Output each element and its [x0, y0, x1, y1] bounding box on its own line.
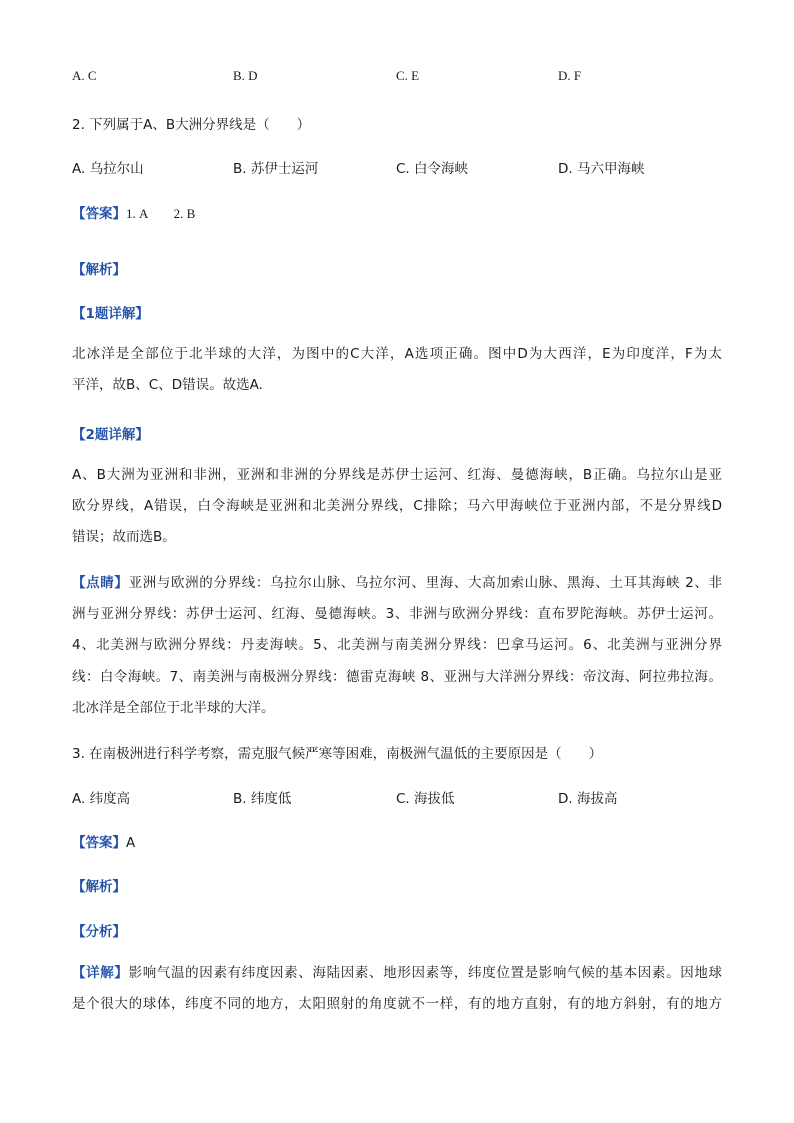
q2-option-b: B. 苏伊士运河 — [233, 161, 319, 177]
detail-3-line: 是个很大的球体，纬度不同的地方，太阳照射的角度就不一样，有的地方直射，有的地方斜射，有的地方 — [72, 996, 722, 1013]
answer-label: 【答案】 — [72, 206, 126, 222]
q3-option-a: A. 纬度高 — [72, 791, 131, 807]
analysis-sub-label: 【分析】 — [72, 924, 126, 940]
detail-1-line: 北冰洋是全部位于北半球的大洋，为图中的C大洋，A选项正确。图中D为大西洋，E为印度洋，F为太 — [72, 346, 722, 362]
pointing-line-first — [72, 568, 722, 599]
detail-2-line: 欧分界线，A错误，白令海峡是亚洲和北美洲分界线，C排除；马六甲海峡位于亚洲内部，不是分界线D — [72, 498, 722, 515]
pointing-line: 线：白令海峡。7、南美洲与南极洲分界线：德雷克海峡 8、亚洲与大洋洲分界线：帝汶海、阿拉弗拉海。 — [72, 668, 722, 685]
analysis-label: 【解析】 — [72, 262, 126, 278]
q3-option-d: D. 海拔高 — [558, 791, 618, 807]
pointing-line: 洲与亚洲分界线：苏伊士运河、红海、曼德海峡。3、非洲与欧洲分界线：直布罗陀海峡。苏伊士运河。 — [72, 606, 722, 623]
q1-option-b: B. D — [233, 68, 258, 83]
q3-option-c: C. 海拔低 — [396, 791, 455, 807]
q1-option-a: A. C — [72, 68, 97, 83]
pointing-section — [72, 568, 722, 724]
detail-2-line: 错误；故而选B。 — [72, 529, 176, 546]
answer-3-label: 【答案】 — [72, 835, 126, 851]
detail-3-line-first — [72, 958, 722, 989]
pointing-line: 4、北美洲与欧洲分界线：丹麦海峡。5、北美洲与南美洲分界线：巴拿马运河。6、北美洲与亚洲分界 — [72, 637, 722, 654]
q2-stem: 2. 下列属于A、B大洲分界线是（ ） — [72, 117, 311, 133]
q1-option-c: C. E — [396, 68, 420, 83]
analysis-3-label: 【解析】 — [72, 879, 126, 895]
answer-3 — [72, 831, 722, 851]
q2-option-c: C. 白令海峡 — [396, 161, 469, 177]
q2-option-d: D. 马六甲海峡 — [558, 161, 645, 177]
detail-1-label: 【1题详解】 — [72, 306, 149, 322]
answer-1-2 — [72, 202, 722, 222]
q2-option-a: A. 乌拉尔山 — [72, 161, 144, 177]
detail-2-label: 【2题详解】 — [72, 427, 149, 443]
detail-3-section — [72, 958, 722, 1020]
detail-2-text — [72, 460, 722, 554]
detail-3-line: 影响气温的因素有纬度因素、海陆因素、地形因素等，纬度位置是影响气候的基本因素。因地球 — [128, 965, 722, 981]
answer-value: 1. A 2. B — [126, 206, 196, 221]
detail-2-line: A、B大洲为亚洲和非洲，亚洲和非洲的分界线是苏伊士运河、红海、曼德海峡，B正确。乌拉尔山是亚 — [72, 467, 722, 483]
q1-option-d: D. F — [558, 68, 582, 83]
pointing-line: 北冰洋是全部位于北半球的大洋。 — [72, 699, 275, 716]
detail-1-text — [72, 339, 722, 401]
detail-3-label: 【详解】 — [72, 965, 129, 981]
detail-1-line: 平洋，故B、C、D错误。故选A. — [72, 377, 263, 394]
pointing-line: 亚洲与欧洲的分界线：乌拉尔山脉、乌拉尔河、里海、大高加索山脉、黑海、土耳其海峡 2、非 — [128, 575, 722, 591]
q3-option-b: B. 纬度低 — [233, 791, 292, 807]
answer-3-value: A — [126, 835, 136, 851]
q3-stem: 3. 在南极洲进行科学考察，需克服气候严寒等困难，南极洲气温低的主要原因是（ ） — [72, 746, 603, 762]
pointing-label: 【点睛】 — [72, 575, 129, 591]
